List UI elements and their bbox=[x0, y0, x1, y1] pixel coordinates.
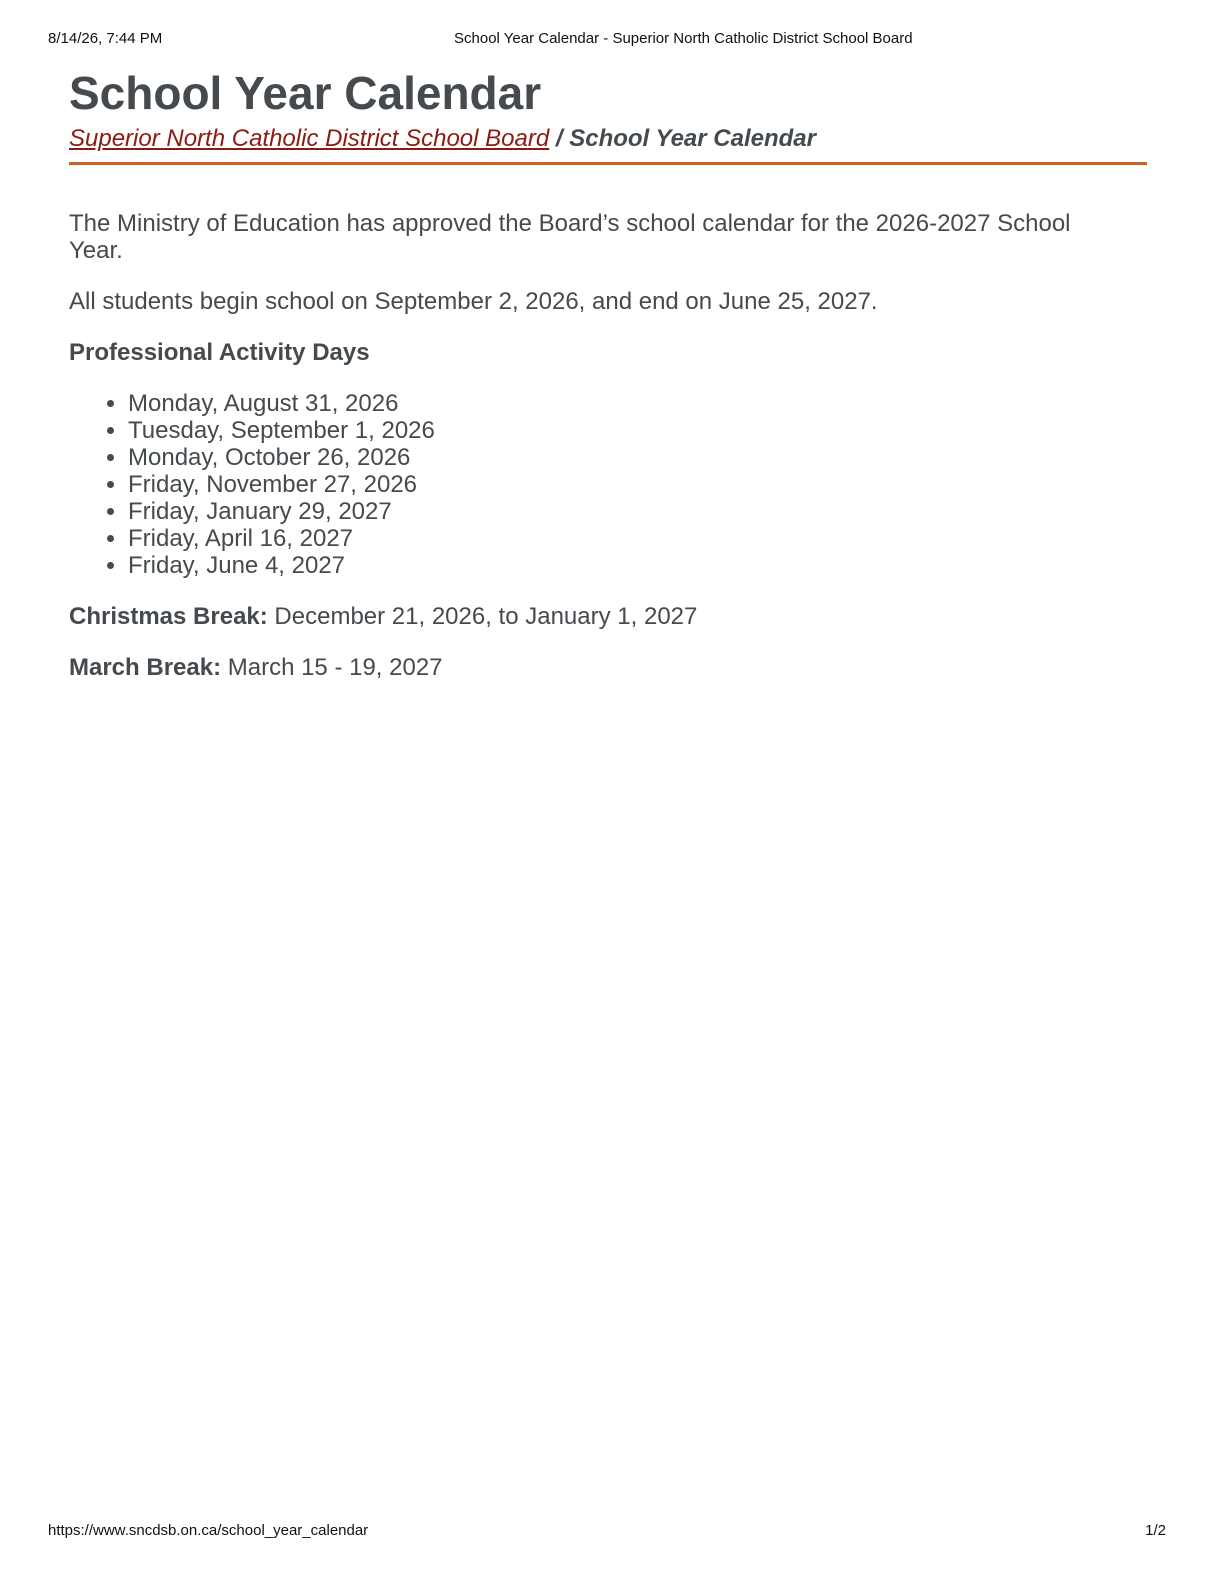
pa-days-list bbox=[69, 390, 1147, 579]
print-document-title: School Year Calendar - Superior North Catholic District School Board bbox=[454, 30, 913, 47]
christmas-break bbox=[69, 603, 1147, 630]
march-break-label: March Break: bbox=[69, 654, 222, 681]
list-item: • Monday, August 31, 2026 bbox=[128, 390, 1147, 417]
print-header bbox=[48, 30, 1176, 50]
list-item: • Friday, April 16, 2027 bbox=[128, 525, 1147, 552]
list-item: • Monday, October 26, 2026 bbox=[128, 444, 1147, 471]
list-item: • Tuesday, September 1, 2026 bbox=[128, 417, 1147, 444]
print-date: 8/14/26, 7:44 PM bbox=[48, 30, 163, 47]
main-content bbox=[69, 62, 1147, 681]
breadcrumb bbox=[69, 124, 1147, 165]
intro-paragraph: The Ministry of Education has approved the Board’s school calendar for the 2026-2027 School Year. bbox=[69, 210, 1071, 264]
march-break bbox=[69, 654, 1147, 681]
list-item: • Friday, June 4, 2027 bbox=[128, 552, 1147, 579]
breadcrumb-home-link[interactable]: Superior North Catholic District School Board bbox=[69, 125, 550, 152]
christmas-break-label: Christmas Break: bbox=[69, 603, 268, 630]
march-break-value: March 15 - 19, 2027 bbox=[221, 654, 443, 681]
breadcrumb-separator: / bbox=[549, 125, 570, 152]
print-url: https://www.sncdsb.on.ca/school_year_calendar bbox=[48, 1522, 369, 1539]
list-item: • Friday, November 27, 2026 bbox=[128, 471, 1147, 498]
breadcrumb-current: School Year Calendar bbox=[569, 125, 816, 152]
pa-days-heading: Professional Activity Days bbox=[69, 339, 370, 366]
christmas-break-value: December 21, 2026, to January 1, 2027 bbox=[267, 603, 698, 630]
print-page-number: 1/2 bbox=[1145, 1522, 1166, 1539]
list-item: • Friday, January 29, 2027 bbox=[128, 498, 1147, 525]
page-title: School Year Calendar bbox=[69, 67, 542, 119]
start-end-paragraph: All students begin school on September 2, 2026, and end on June 25, 2027. bbox=[69, 288, 878, 315]
